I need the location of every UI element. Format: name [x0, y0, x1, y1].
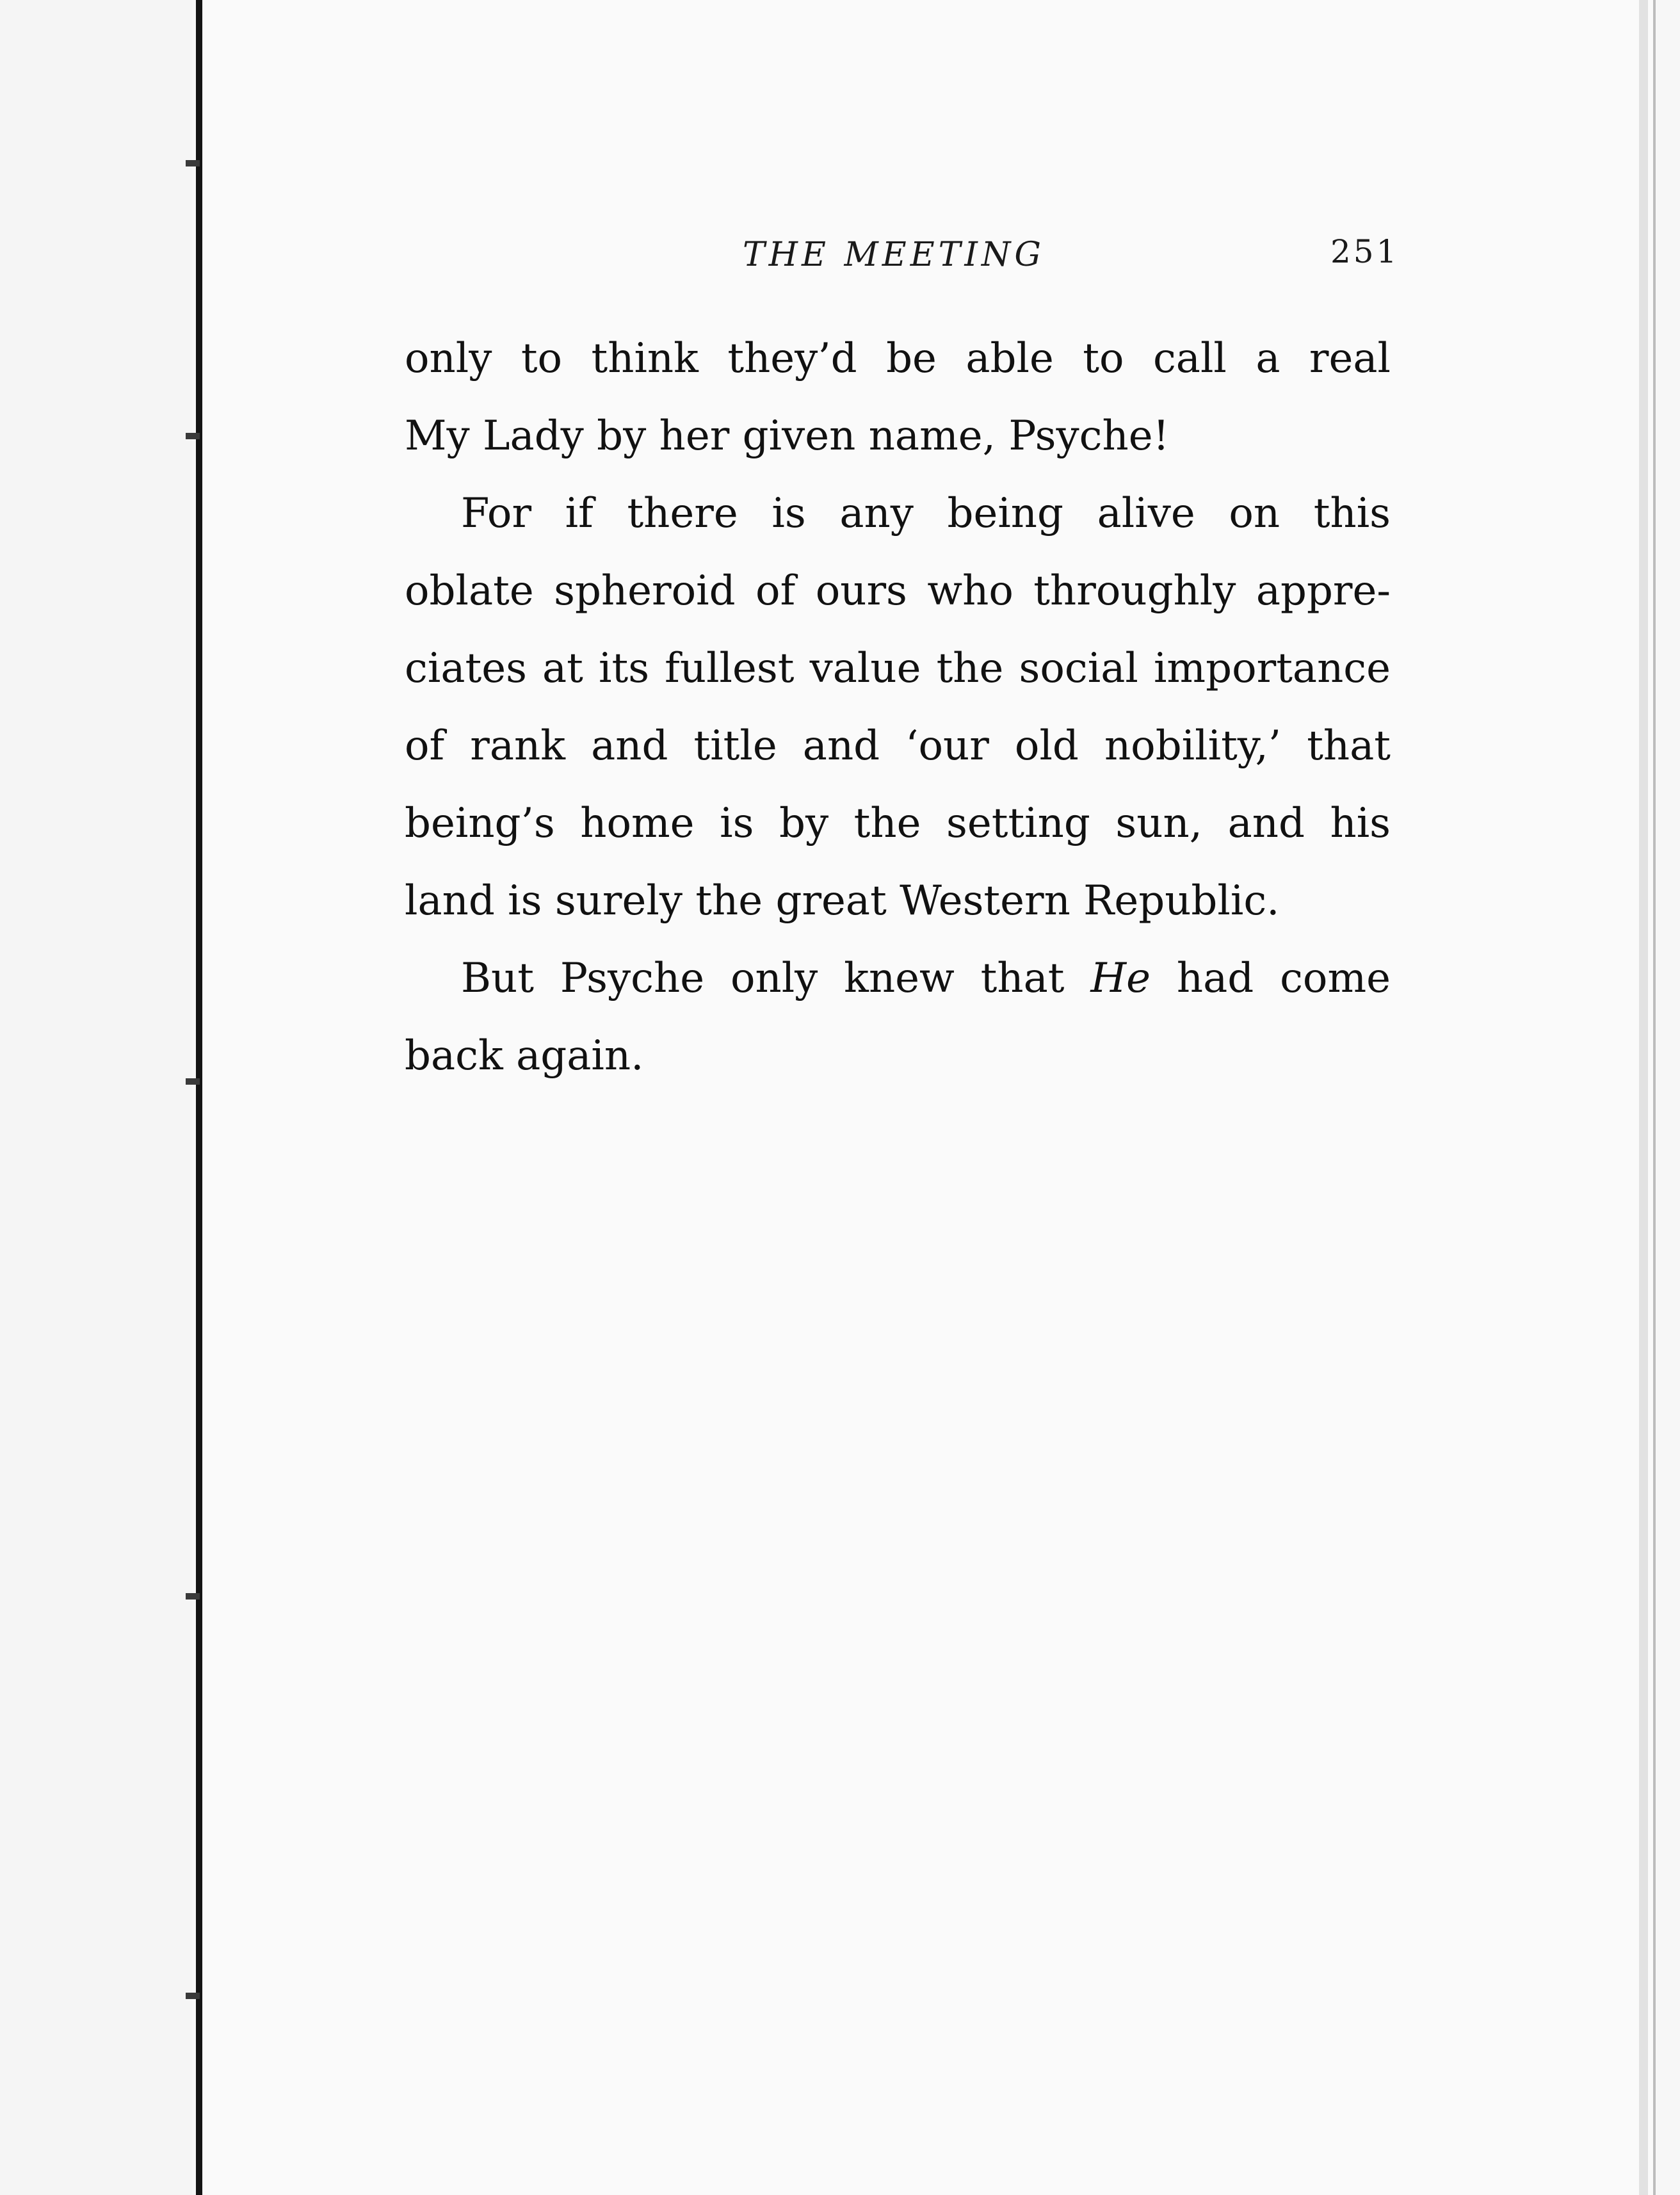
text-line: back again.: [405, 1032, 644, 1080]
book-gutter: [196, 0, 202, 2195]
text-segment: had come: [1151, 955, 1391, 1002]
running-head: THE MEETING: [743, 236, 1045, 274]
binding-stitch: [186, 1993, 200, 1999]
binding-stitch: [186, 1078, 200, 1085]
right-page-edge: [1639, 0, 1648, 2195]
text-line: oblate spheroid of ours who throughly appre-: [405, 567, 1391, 615]
binding-stitch: [186, 433, 200, 439]
body-text: [405, 320, 1391, 1095]
text-line: being’s home is by the setting sun, and his: [405, 800, 1391, 847]
text-line: of rank and title and ‘our old nobility,’ that: [405, 722, 1391, 770]
text-line: ciates at its fullest value the social importance: [405, 645, 1391, 692]
paragraph: [405, 475, 1391, 940]
text-segment: But Psyche only knew that: [461, 955, 1091, 1002]
binding-stitch: [186, 160, 200, 166]
paragraph: [405, 940, 1391, 1095]
emphasized-word: He: [1090, 955, 1151, 1002]
text-line: For if there is any being alive on this: [461, 490, 1391, 537]
paragraph: [405, 320, 1391, 475]
text-line: only to think they’d be able to call a real: [405, 335, 1391, 382]
text-line: land is surely the great Western Republic.: [405, 877, 1280, 925]
right-page-edge-shadow: [1653, 0, 1656, 2195]
text-line: My Lady by her given name, Psyche!: [405, 412, 1170, 460]
left-page-edge: [0, 0, 192, 2195]
binding-stitch: [186, 1593, 200, 1600]
text-line: [405, 940, 1391, 1017]
page-number: 251: [1330, 233, 1400, 270]
